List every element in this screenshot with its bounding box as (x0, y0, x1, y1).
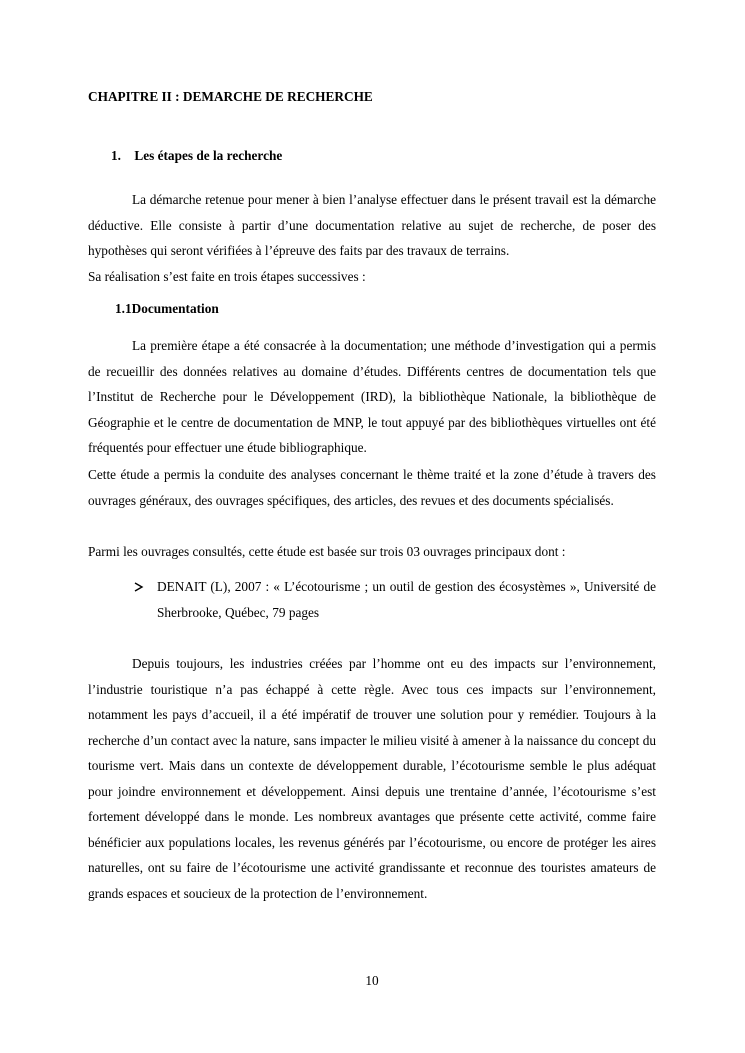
paragraph-works: Parmi les ouvrages consultés, cette étude est basée sur trois 03 ouvrages principaux dont : (88, 544, 566, 559)
bullet-item-text: DENAIT (L), 2007 : « L’écotourisme ; un outil de gestion des écosystèmes », Université de Sherbrooke, Québec, 79 pages (157, 579, 656, 620)
paragraph-intro-text: La démarche retenue pour mener à bien l’analyse effectuer dans le présent travail est la démarche déductive. Elle consiste à partir d’une documentation relative au sujet de recherche, de poser des hypothèses qui seront vérifiées à l’épreuve des faits par des travaux de terrains. (88, 192, 656, 258)
bullet-item (133, 574, 656, 625)
chapter-title: CHAPITRE II : DEMARCHE DE RECHERCHE (88, 89, 373, 104)
section-number: 1. (111, 148, 121, 163)
subsection-title: 1.1Documentation (115, 301, 219, 316)
section-title: Les étapes de la recherche (134, 148, 283, 163)
section-heading (111, 148, 282, 164)
paragraph-analysis: Cette étude a permis la conduite des analyses concernant le thème traité et la zone d’étude à travers des ouvrages généraux, des ouvrages spécifiques, des articles, des revues et des documents spécialisés. (88, 467, 656, 508)
paragraph-ecotourism: Depuis toujours, les industries créées par l’homme ont eu des impacts sur l’environnement, l’industrie touristique n’a pas échappé à cette règle. Avec tous ces impacts sur l’environnement, notamment les pays d’accueil, il a été impératif de trouver une solution pour y remédier. Toujours à la recherche d’un contact avec la nature, sans impacter le milieu visité à amener à la naissance du concept du tourisme vert. Mais dans un contexte de développement durable, l’écotourisme semble le plus adéquat pour joindre environnement et développement. Ainsi depuis une trentaine d’année, l’écotourisme s’est fortement développé dans le monde. Les nombreux avantages que présente cette activité, comme faire bénéficier aux populations locales, les revenus générés par l’écotourisme, ou encore de protéger les aires naturelles, ont su faire de l’écotourisme une activité grandissante et reconnue des touristes amateurs de grands espaces et soucieux de la protection de l’environnement. (88, 656, 656, 901)
paragraph-intro-steps: Sa réalisation s’est faite en trois étapes successives : (88, 268, 366, 284)
page-number: 10 (365, 973, 379, 988)
paragraph-intro (88, 187, 656, 289)
paragraph-documentation: La première étape a été consacrée à la documentation; une méthode d’investigation qui a permis de recueillir des données relatives au domaine d’études. Différents centres de documentation tels que l’Institut de Recherche pour le Développement (IRD), la bibliothèque Nationale, la bibliothèque de Géographie et le centre de documentation de MNP, le tout appuyé par des bibliothèques virtuelles ont été fréquentés pour effectuer une étude bibliographique. (88, 338, 656, 455)
